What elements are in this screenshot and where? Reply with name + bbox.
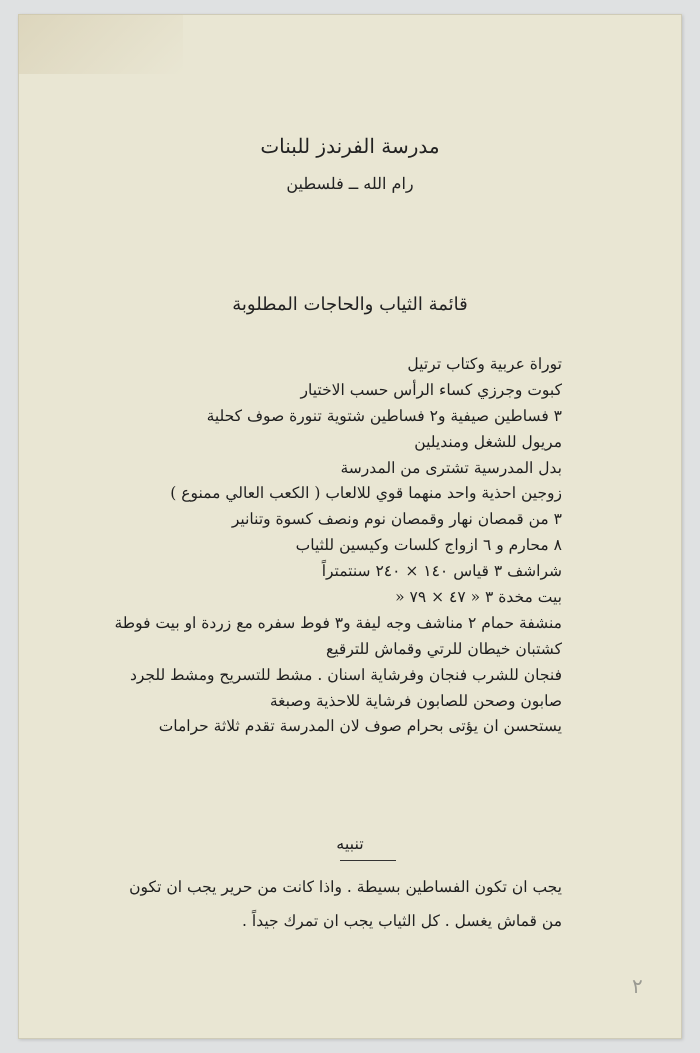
list-item: كشتبان خيطان للرتي وقماش للترقيع	[325, 639, 562, 658]
school-name: مدرسة الفرندز للبنات	[260, 134, 440, 158]
list-item: صابون وصحن للصابون فرشاية للاحذية وصبغة	[269, 691, 562, 710]
page-number: ٢	[632, 974, 643, 998]
list-item: توراة عربية وكتاب ترتيل	[407, 355, 562, 373]
list-item: فنجان للشرب فنجان وفرشاية اسنان . مشط للتسريح ومشط للجرد	[129, 665, 562, 684]
list-item: زوجين احذية واحد منهما قوي للالعاب ( الكعب العالي ممنوع )	[170, 484, 562, 503]
list-item: بيت مخدة ٣ « ٤٧ × ٧٩ «	[395, 588, 562, 607]
list-item: شراشف ٣ قياس ١٤٠ × ٢٤٠ سنتمتراً	[321, 562, 562, 581]
list-item: منشفة حمام ٢ مناشف وجه ليفة و٣ فوط سفره مع زردة او بيت فوطة	[114, 613, 562, 632]
note-line: من قماش يغسل . كل الثياب يجب ان تمرك جيداً .	[242, 912, 562, 930]
school-location: رام الله ــ فلسطين	[286, 174, 414, 193]
list-item: بدل المدرسية تشترى من المدرسة	[340, 458, 562, 477]
list-item: ٨ محارم و ٦ ازواج كلسات وكيسين للثياب	[295, 536, 562, 555]
list-item: كبوت وجرزي كساء الرأس حسب الاختيار	[300, 380, 562, 399]
items-list	[114, 352, 562, 740]
note-title: تنبيه	[336, 834, 364, 853]
note-title-underline	[340, 860, 396, 861]
list-item: ٣ فساطين صيفية و٢ فساطين شتوية تنورة صوف كحلية	[206, 406, 562, 425]
list-item: يستحسن ان يؤتى بحرام صوف لان المدرسة تقدم ثلاثة حرامات	[158, 717, 562, 736]
note-body	[112, 870, 562, 938]
document-page	[18, 14, 682, 1039]
list-title: قائمة الثياب والحاجات المطلوبة	[232, 294, 468, 315]
list-item: ٣ من قمصان نهار وقمصان نوم ونصف كسوة وتنانير	[231, 510, 562, 529]
note-line: يجب ان تكون الفساطين بسيطة . واذا كانت من حرير يجب ان تكون	[129, 878, 562, 896]
list-item: مريول للشغل ومنديلين	[414, 432, 562, 451]
